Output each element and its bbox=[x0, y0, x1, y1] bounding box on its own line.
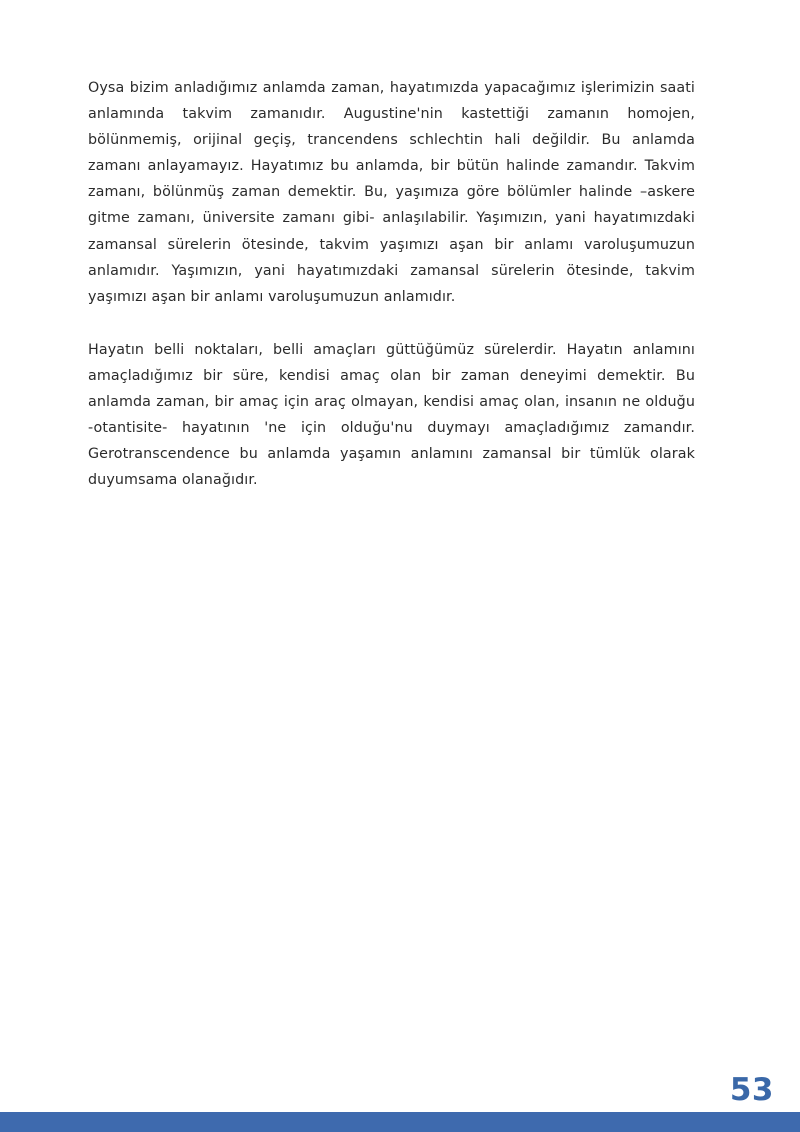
footer-bar bbox=[0, 1112, 800, 1132]
page-number: 53 bbox=[729, 1072, 774, 1108]
body-paragraph-1: Oysa bizim anladığımız anlamda zaman, hayatımızda yapacağımız işlerimizin saati anlamında takvim zamanıdır. Augustine'nin kastettiği zamanın homojen, bölünmemiş, orijinal geçiş, trancendens schlechtin hali değildir. Bu anlamda zamanı anlayamayız. Hayatımız bu anlamda, bir bütün halinde zamandır. Takvim zamanı, bölünmüş zaman demektir. Bu, yaşımıza göre bölümler halinde –askere gitme zamanı, üniversite zamanı gibi- anlaşılabilir. Yaşımızın, yani hayatımızdaki zamansal sürelerin ötesinde, takvim yaşımızı aşan bir anlamı varoluşumuzun anlamıdır. Yaşımızın, yani hayatımızdaki zamansal sürelerin ötesinde, takvim yaşımızı aşan bir anlamı varoluşumuzun anlamıdır. bbox=[88, 80, 695, 305]
body-paragraph-2: Hayatın belli noktaları, belli amaçları güttüğümüz sürelerdir. Hayatın anlamını amaçladığımız bir süre, kendisi amaç olan bir zaman deneyimi demektir. Bu anlamda zaman, bir amaç için araç olmayan, kendisi amaç olan, insanın ne olduğu -otantisite- hayatının 'ne için olduğu'nu duymayı amaçladığımız zamandır. Gerotranscendence bu anlamda yaşamın anlamını zamansal bir tümlük olarak duyumsama olanağıdır. bbox=[88, 341, 695, 489]
page-body bbox=[88, 75, 695, 493]
